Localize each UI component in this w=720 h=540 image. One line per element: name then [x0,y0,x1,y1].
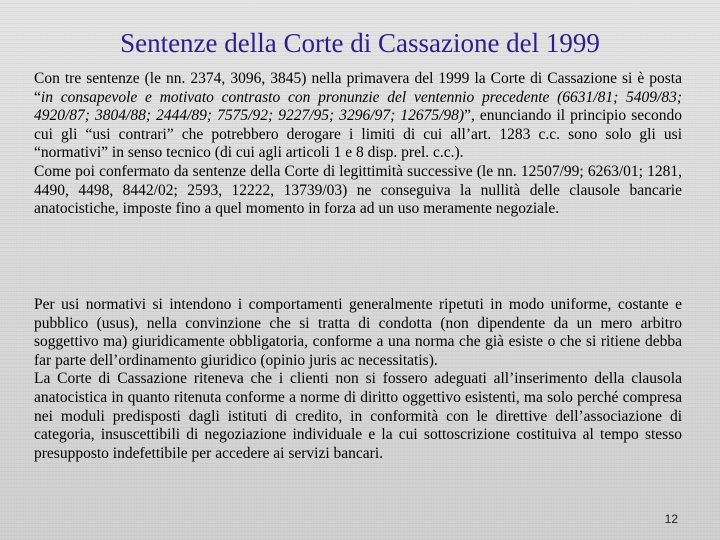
paragraph-sentenze-1999 [34,70,682,163]
text-block-sentenze [34,70,682,219]
paragraph-usi-normativi: Per usi normativi si intendono i comportamenti generalmente ripetuti in modo uniforme, costante e pubblico (usus), nella convinzione che si tratta di condotta (non dipendente da un mero arbitro soggettivo ma) giuridicamente obbligatoria, conforme a una norma che già esiste o che si ritiene debba far parte dell’ordinamento giuridico (opinio juris ac necessitatis). [34,296,682,369]
paragraph-conferme: Come poi confermato da sentenze della Corte di legittimità successive (le nn. 12507/99; 6263/01; 1281, 4490, 4498, 8442/02; 2593, 12222, 13739/03) ne conseguiva la nullità delle clausole bancarie anatocistiche, imposte fino a quel momento in forza ad un uso meramente negoziale. [34,162,682,218]
slide-title: Sentenze della Corte di Cassazione del 1999 [120,28,600,58]
text-block-usi-normativi [34,296,682,463]
page-number: 12 [664,512,678,526]
paragraph-text: ”, enunciando il principio secondo cui gli “usi contrari” che potrebbero derogare i limiti di cui all’art. 1283 c.c. sono solo gli usi “normativi” in senso tecnico (di cui agli articoli 1 e 8 disp. prel. c.c.). [34,107,682,162]
paragraph-text: Con tre sentenze (le nn. 2374, 3096, 3845) nella primavera del 1999 la Corte di Cassazione si è posta “ [34,70,682,106]
quoted-italic-text: in consapevole e motivato contrasto con pronunzie del ventennio precedente (6631/81; 5409/83; 4920/87; 3804/88; 2444/89; 7575/92; 9227/95; 3296/97; 12675/98) [34,88,682,125]
paragraph-clienti: La Corte di Cassazione riteneva che i clienti non si fossero adeguati all’inserimento della clausola anatocistica in quanto ritenuta conforme a norme di diritto oggettivo esistenti, ma solo perché compresa nei moduli predisposti dagli istituti di credito, in conformità con le direttive dell’associazione di categoria, insuscettibili di negoziazione individuale e la cui sottoscrizione costituiva al tempo stesso presupposto indefettibile per accedere ai servizi bancari. [34,370,682,462]
